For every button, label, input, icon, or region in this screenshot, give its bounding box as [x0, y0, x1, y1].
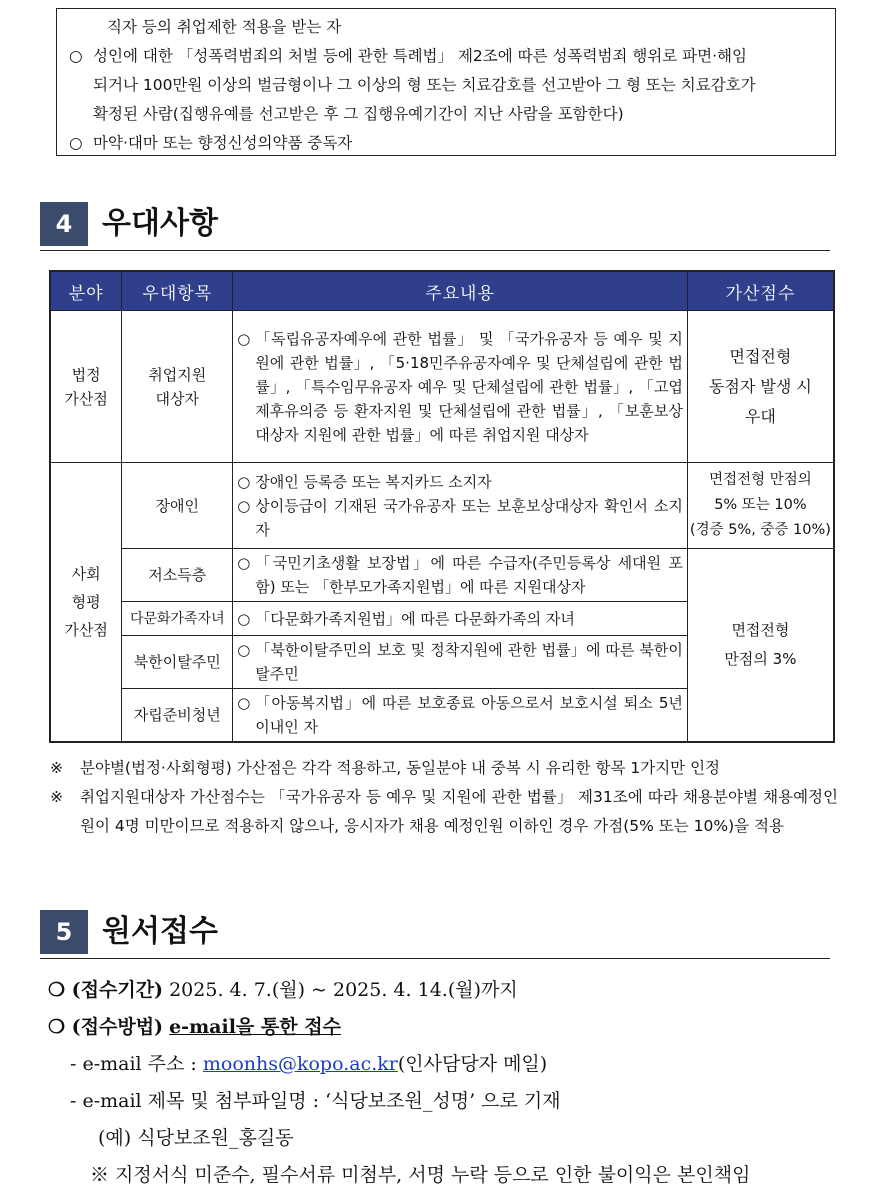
content-cell: ○ 장애인 등록증 또는 복지카드 소지자 ○ 상이등급이 기재된 국가유공자 또는 보훈보상대상자 확인서 소지자: [233, 463, 688, 549]
content-text: 「아동복지법」에 따른 보호종료 아동으로서 보호시설 퇴소 5년 이내인 자: [255, 694, 683, 736]
table-row: [50, 549, 834, 602]
notes-block: [46, 754, 838, 841]
email-suffix: (인사담당자 메일): [397, 1053, 548, 1075]
note-text: 취업지원대상자 가산점수는 「국가유공자 등 예우 및 지원에 관한 법률」 제31조에 따라 채용분야별 채용예정인원이 4명 미만이므로 적용하지 않으나, 응시자가 채용 예정인원 이하인 경우 가점(5% 또는 10%)을 적용: [80, 788, 838, 835]
warning-note: ※ 지정서식 미준수, 필수서류 미첨부, 서명 누락 등으로 인한 불이익은 본인책임: [90, 1164, 751, 1186]
table-header-row: [50, 271, 834, 311]
table-row: [50, 463, 834, 549]
content-text: 상이등급이 기재된 국가유공자 또는 보훈보상대상자 확인서 소지자: [255, 496, 683, 539]
note-item: [46, 754, 838, 783]
email-prefix: - e-mail 주소 :: [70, 1053, 203, 1075]
field-legal: 법정 가산점: [50, 311, 122, 463]
content-text: 「국민기초생활 보장법」에 따른 수급자(주민등록상 세대원 포함) 또는 「한부모가족지원법」에 따른 지원대상자: [255, 554, 683, 596]
email-address-line: [48, 1046, 848, 1083]
points-cell: 면접전형 동점자 발생 시 우대: [687, 311, 834, 463]
email-subject-line: - e-mail 제목 및 첨부파일명 : ‘식당보조원_성명’ 으로 기재: [70, 1090, 561, 1112]
content-text: 「북한이탈주민의 보호 및 정착지원에 관한 법률」에 따른 북한이탈주민: [255, 641, 683, 683]
bullet-circle: ○: [69, 134, 83, 152]
application-period: [48, 972, 848, 1009]
bullet-circle: ○: [69, 47, 83, 65]
restriction-line: 성인에 대한 「성폭력범죄의 처벌 등에 관한 특례법」 제2조에 따른 성폭력범죄 행위로 파면·해임: [93, 47, 747, 65]
table-row: [50, 311, 834, 463]
restriction-line: 확정된 사람(집행유예를 선고받은 후 그 집행유예기간이 지난 사람을 포함한다): [93, 105, 624, 123]
item-youth-independence: 자립준비청년: [122, 689, 233, 743]
points-cell: 면접전형 만점의 5% 또는 10% (경증 5%, 중증 10%): [687, 463, 834, 549]
content-text: 장애인 등록증 또는 복지카드 소지자: [255, 472, 492, 491]
email-example: (예) 식당보조원_홍길동: [98, 1127, 294, 1149]
restriction-line: 마약·대마 또는 향정신성의약품 중독자: [93, 134, 353, 152]
email-link[interactable]: moonhs@kopo.ac.kr: [202, 1053, 398, 1075]
eligibility-restriction-box: [56, 8, 836, 156]
content-cell: ○ 「다문화가족지원법」에 따른 다문화가족의 자녀: [233, 602, 688, 636]
note-mark: ※: [50, 759, 63, 777]
note-mark: ※: [50, 788, 63, 806]
item-low-income: 저소득층: [122, 549, 233, 602]
section-number: 4: [40, 202, 88, 246]
item-multicultural: 다문화가족자녀: [122, 602, 233, 636]
item-employment-support: 취업지원 대상자: [122, 311, 233, 463]
section-5-header: [40, 908, 830, 959]
period-label: ❍ (접수기간): [48, 979, 164, 1001]
application-method: [48, 1009, 848, 1046]
content-text: 「다문화가족지원법」에 따른 다문화가족의 자녀: [255, 609, 575, 628]
section-title: 원서접수: [102, 914, 218, 949]
header-field: 분야: [50, 271, 122, 311]
header-item: 우대항목: [122, 271, 233, 311]
content-cell: ○ 「국민기초생활 보장법」에 따른 수급자(주민등록상 세대원 포함) 또는 「한부모가족지원법」에 따른 지원대상자: [233, 549, 688, 602]
content-cell: ○ 「아동복지법」에 따른 보호종료 아동으로서 보호시설 퇴소 5년 이내인 자: [233, 689, 688, 743]
section-title: 우대사항: [102, 206, 218, 241]
note-item: [46, 783, 838, 841]
points-cell: 면접전형 만점의 3%: [687, 549, 834, 743]
item-disabled: 장애인: [122, 463, 233, 549]
item-north-korean: 북한이탈주민: [122, 636, 233, 689]
field-social: 사회 형평 가산점: [50, 463, 122, 743]
restriction-line: 직자 등의 취업제한 적용을 받는 자: [107, 18, 342, 36]
period-value: 2025. 4. 7.(월) ~ 2025. 4. 14.(월)까지: [169, 979, 518, 1001]
application-details: [48, 972, 848, 1194]
header-content: 주요내용: [233, 271, 688, 311]
note-text: 분야별(법정·사회형평) 가산점은 각각 적용하고, 동일분야 내 중복 시 유리한 항목 1가지만 인정: [80, 759, 721, 777]
section-number: 5: [40, 910, 88, 954]
preference-table: [49, 270, 835, 743]
method-label: ❍ (접수방법): [48, 1016, 164, 1038]
content-cell: ○ 「독립유공자예우에 관한 법률」 및 「국가유공자 등 예우 및 지원에 관한 법률」, 「5·18민주유공자예우 및 단체설립에 관한 법률」, 「특수임무유공자 예우 및 단체설립에 관한 법률」, 「고엽제후유의증 등 환자지원 및 단체설립에 관한 법률」, 「보훈보상대상자 지원에 관한 법률」에 따른 취업지원 대상자: [233, 311, 688, 463]
content-text: 「독립유공자예우에 관한 법률」 및 「국가유공자 등 예우 및 지원에 관한 법률」, 「5·18민주유공자예우 및 단체설립에 관한 법률」, 「특수임무유공자 예우 및 단체설립에 관한 법률」, 「고엽제후유의증 등 환자지원 및 단체설립에 관한 법률」, 「보훈보상대상자 지원에 관한 법률」에 따른 취업지원 대상자: [255, 329, 683, 444]
method-value: e-mail을 통한 접수: [169, 1016, 341, 1038]
content-cell: ○ 「북한이탈주민의 보호 및 정착지원에 관한 법률」에 따른 북한이탈주민: [233, 636, 688, 689]
header-points: 가산점수: [687, 271, 834, 311]
restriction-line: 되거나 100만원 이상의 벌금형이나 그 이상의 형 또는 치료감호를 선고받아 그 형 또는 치료감호가: [93, 76, 756, 94]
section-4-header: [40, 200, 830, 251]
